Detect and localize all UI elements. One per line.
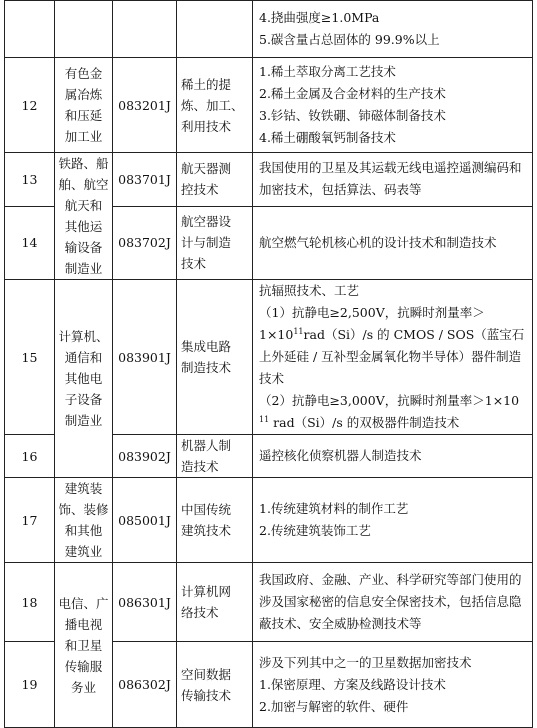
industry-line: 和压延 xyxy=(64,108,103,123)
technology-line: 造技术 xyxy=(181,459,219,474)
technology-line: 利用技术 xyxy=(181,118,232,134)
industry-line: 播电视 xyxy=(64,616,103,632)
number-cell: 16 xyxy=(5,435,55,478)
technology-line: 计算机网 xyxy=(181,584,232,599)
technology-line: 控技术 xyxy=(181,182,219,198)
content-cell xyxy=(253,280,533,435)
superscript: 11 xyxy=(259,414,270,424)
technology-line: 建筑技术 xyxy=(181,523,232,538)
industry-line: 加工业 xyxy=(64,129,103,144)
content-line: 4.稀土硼酸氧钙制备技术 xyxy=(259,130,396,145)
industry-line: 传输服 xyxy=(64,658,103,674)
industry-line: 其他电 xyxy=(64,371,103,386)
industry-line: 通信和 xyxy=(64,350,103,365)
content-cell xyxy=(253,153,533,207)
industry-cell xyxy=(55,58,113,153)
industry-line: 建筑业 xyxy=(64,544,103,559)
technology-line: 络技术 xyxy=(181,605,219,620)
industry-line: 和其他 xyxy=(64,523,103,538)
content-line: 涉及下列其中之一的卫星数据加密技术 xyxy=(259,654,472,670)
number-cell: 15 xyxy=(5,280,55,435)
industry-line: 和卫星 xyxy=(64,637,103,653)
code-cell: 086301J xyxy=(113,563,177,642)
number-cell: 17 xyxy=(5,478,55,563)
content-line: 3.钐钴、钕铁硼、铈磁体制备技术 xyxy=(259,108,446,123)
industry-line: 子设备 xyxy=(64,392,103,407)
technology-line: 稀土的提 xyxy=(181,76,232,92)
content-line: 5.碳含量占总固体的 99.9%以上 xyxy=(259,32,440,47)
content-line: （1）抗静电≥2,500V，抗瞬时剂量率＞ xyxy=(259,305,485,320)
technology-line: 技术 xyxy=(181,256,207,272)
technology-cell xyxy=(177,478,253,563)
industry-cell xyxy=(55,1,113,58)
technology-line: 机器人制 xyxy=(181,438,232,453)
industry-cell xyxy=(55,563,113,728)
technology-line: 空间数据 xyxy=(181,666,232,682)
technology-line: 中国传统 xyxy=(181,502,232,517)
technology-cell xyxy=(177,1,253,58)
content-line: 2.稀土金属及合金材料的生产技术 xyxy=(259,86,446,101)
code-cell: 083701J xyxy=(113,153,177,207)
content-text: 航空燃气轮机核心机的设计技术和制造技术 xyxy=(259,234,497,250)
industry-line: 铁路、船 xyxy=(58,156,109,171)
content-line: 2.加密与解密的软件、硬件 xyxy=(259,698,409,714)
technology-cell xyxy=(177,58,253,153)
content-cell xyxy=(253,435,533,478)
content-fragment: rad（Si）/s 的双极器件制造技术 xyxy=(269,415,460,430)
code-cell: 083902J xyxy=(113,435,177,478)
industry-line: 制造业 xyxy=(64,261,103,276)
content-line xyxy=(259,324,528,390)
table-row xyxy=(5,478,533,563)
number-cell: 12 xyxy=(5,58,55,153)
technology-cell xyxy=(177,153,253,207)
industry-line: 舶、航空 xyxy=(58,177,109,192)
industry-line: 输设备 xyxy=(64,240,103,255)
industry-line: 其他运 xyxy=(64,219,103,234)
content-line: 4.挠曲强度≥1.0MPa xyxy=(259,10,380,25)
content-cell xyxy=(253,58,533,153)
content-line: 1.稀土萃取分离工艺技术 xyxy=(259,64,396,79)
content-cell xyxy=(253,206,533,279)
table-row xyxy=(5,280,533,435)
technology-cell xyxy=(177,280,253,435)
technology-line: 计与制造 xyxy=(181,235,232,251)
industry-cell xyxy=(55,478,113,563)
content-line: （2）抗静电≥3,000V，抗瞬时剂量率＞1×10 xyxy=(259,393,520,408)
industry-line: 有色金 xyxy=(64,66,103,81)
number-cell: 19 xyxy=(5,642,55,728)
table-row xyxy=(5,153,533,207)
code-cell: 086302J xyxy=(113,642,177,728)
superscript: 11 xyxy=(293,326,304,336)
content-line: 1.传统建筑材料的制作工艺 xyxy=(259,501,409,516)
technology-line: 航天器测 xyxy=(181,161,232,177)
industry-cell xyxy=(55,153,113,280)
code-cell xyxy=(113,1,177,58)
content-cell xyxy=(253,563,533,642)
table-row xyxy=(5,58,533,153)
code-cell: 083901J xyxy=(113,280,177,435)
code-cell: 085001J xyxy=(113,478,177,563)
industry-line: 计算机、 xyxy=(58,329,109,344)
industry-line: 务业 xyxy=(70,679,96,695)
technology-cell xyxy=(177,563,253,642)
table-row xyxy=(5,563,533,642)
content-fragment: 1×10 xyxy=(259,327,294,342)
industry-line: 制造业 xyxy=(64,413,103,428)
technology-line: 炼、加工、 xyxy=(181,97,244,113)
industry-line: 饰、装修 xyxy=(58,502,109,517)
industry-line: 航天和 xyxy=(64,198,103,213)
technology-cell xyxy=(177,642,253,728)
content-text: 我国政府、金融、产业、科学研究等部门使用的涉及国家秘密的信息安全保密技术，包括信息隐蔽技术、安全威胁检测技术等 xyxy=(259,572,522,631)
code-cell: 083702J xyxy=(113,206,177,279)
content-text: 我国使用的卫星及其运载无线电遥控遥测编码和加密技术，包括算法、码表等 xyxy=(259,160,522,198)
number-cell: 13 xyxy=(5,153,55,207)
number-cell: 18 xyxy=(5,563,55,642)
number-cell: 14 xyxy=(5,206,55,279)
technology-catalog-table xyxy=(4,0,533,728)
number-cell xyxy=(5,1,55,58)
technology-line: 制造技术 xyxy=(181,360,232,375)
content-line: 2.传统建筑装饰工艺 xyxy=(259,523,371,538)
industry-cell xyxy=(55,280,113,478)
table-row xyxy=(5,1,533,58)
content-line: 抗辐照技术、工艺 xyxy=(259,283,360,298)
content-cell xyxy=(253,478,533,563)
content-cell xyxy=(253,642,533,728)
technology-cell xyxy=(177,435,253,478)
content-line: 1.保密原理、方案及线路设计技术 xyxy=(259,676,446,692)
code-cell: 083201J xyxy=(113,58,177,153)
content-cell xyxy=(253,1,533,58)
content-text: 遥控核化侦察机器人制造技术 xyxy=(259,448,422,463)
content-line xyxy=(259,412,528,434)
industry-line: 建筑装 xyxy=(64,481,103,496)
industry-line: 属冶炼 xyxy=(64,87,103,102)
technology-line: 航空器设 xyxy=(181,214,232,230)
technology-cell xyxy=(177,206,253,279)
technology-line: 集成电路 xyxy=(181,339,232,354)
content-fragment: rad（Si）/s 的 CMOS / SOS（蓝宝石上外延硅 / 互补型金属氧化物半导体）器件制造技术 xyxy=(259,327,525,386)
industry-line: 电信、广 xyxy=(58,595,109,611)
technology-line: 传输技术 xyxy=(181,687,232,703)
